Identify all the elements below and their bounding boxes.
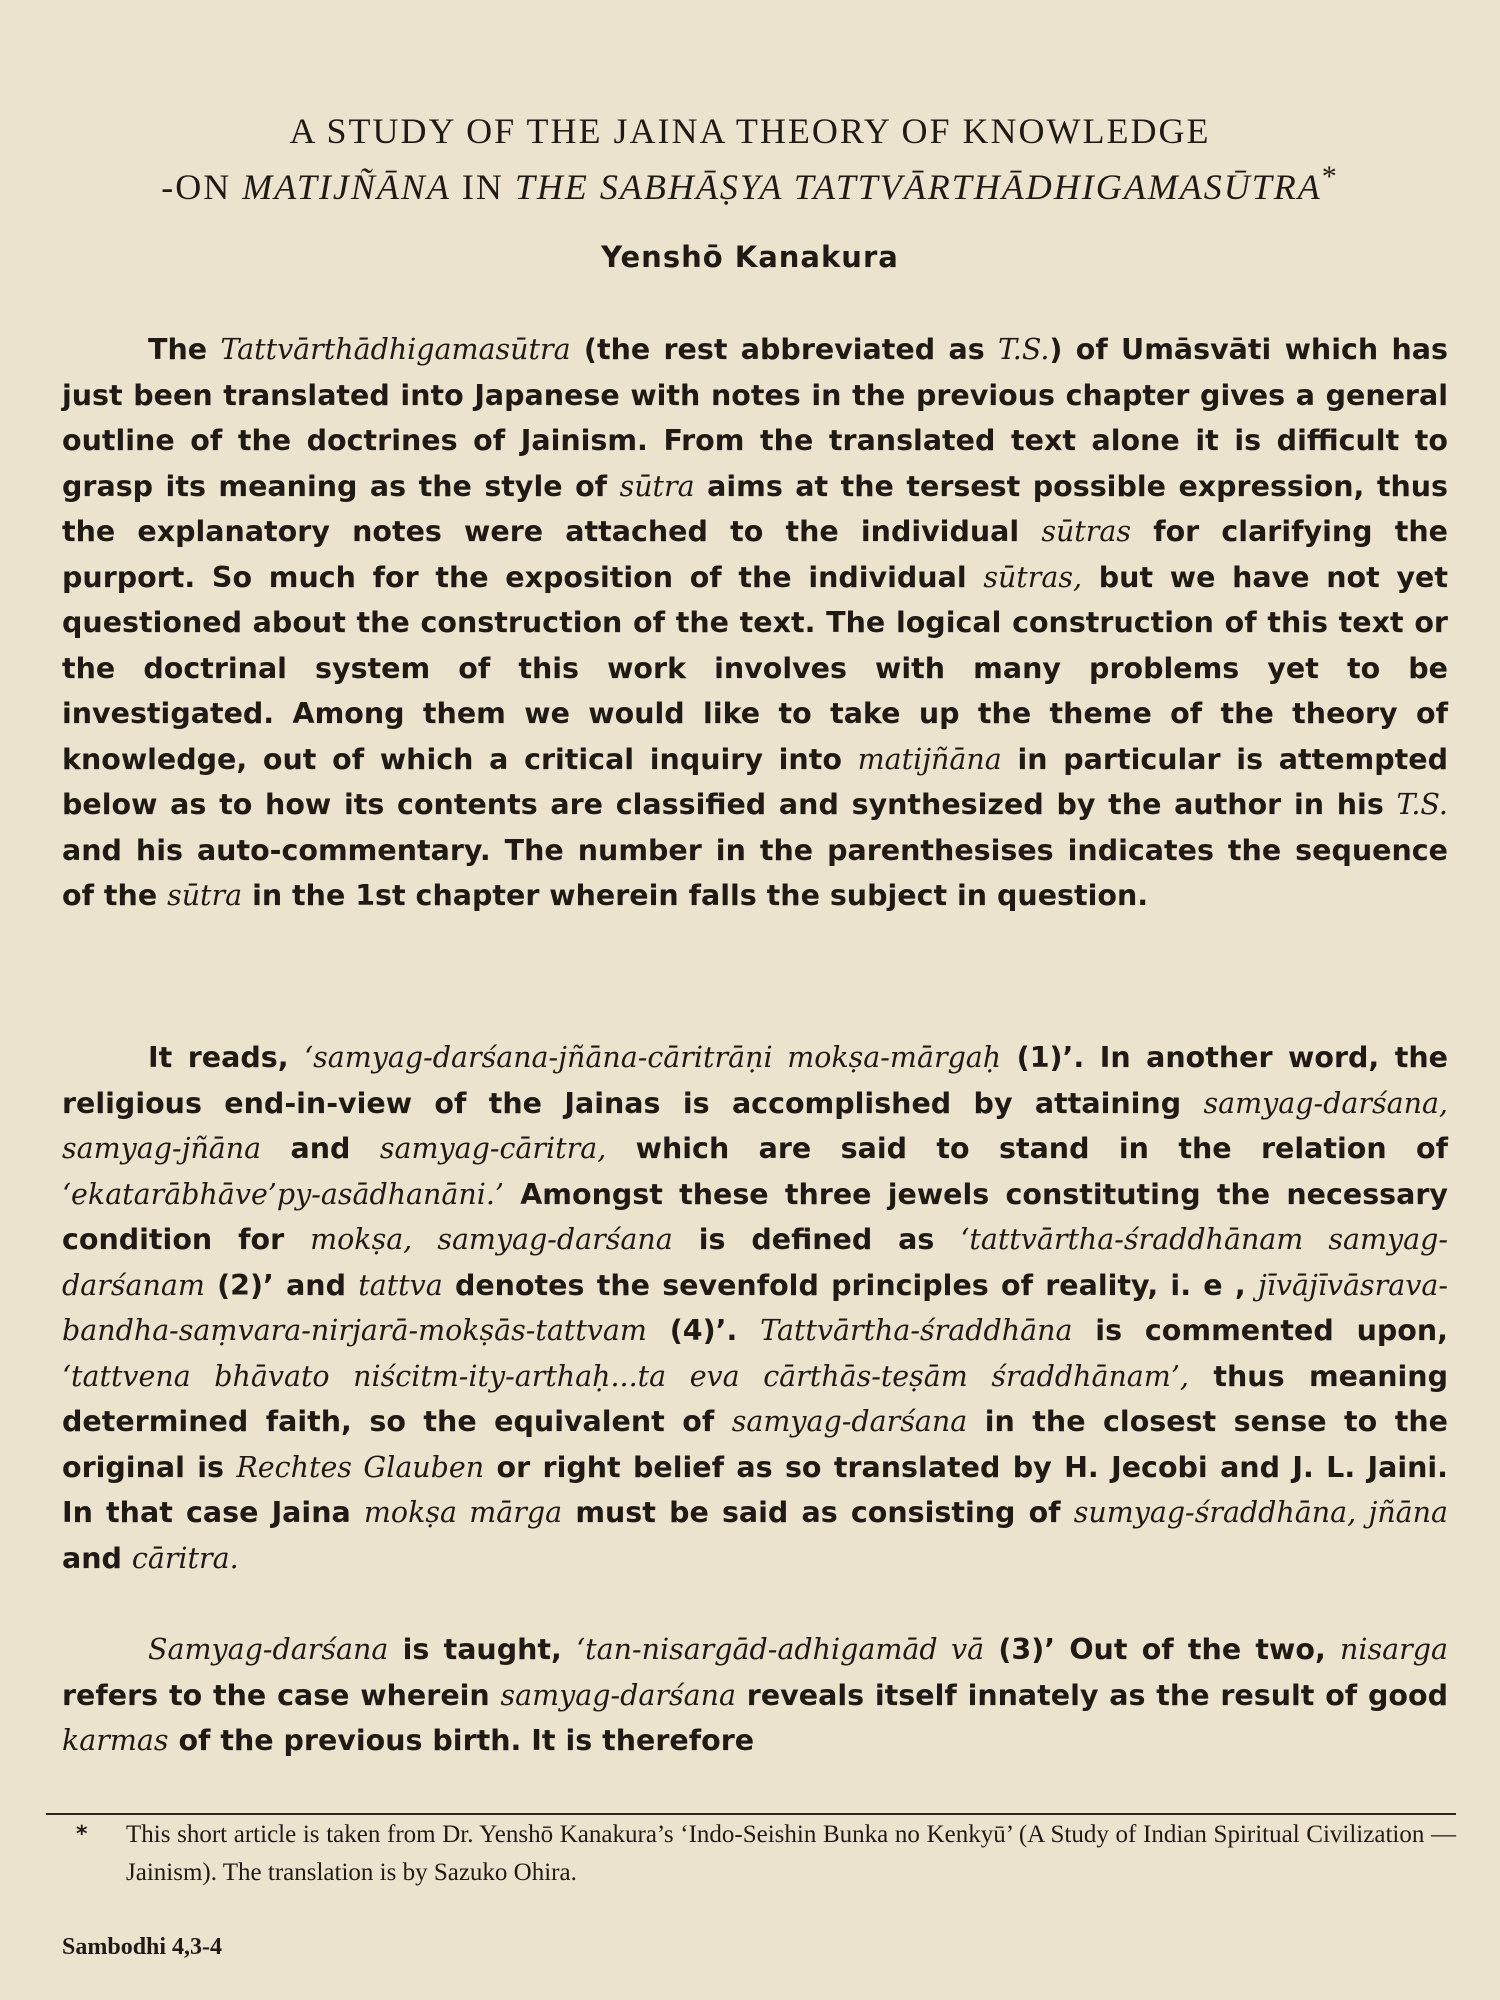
body-paragraph-3: Samyag-darśana is taught, ‘tan-nisargād-adhigamād vā (3)’ Out of the two, nisarga refers to the case wherein samyag-darśana reveals itself innately as the result of good karmas of the previous birth. It is therefore	[62, 1633, 1448, 1757]
author-name: Yenshō Kanakura	[601, 240, 899, 274]
journal-reference: Sambodhi 4,3-4	[62, 1934, 223, 1960]
article-title-line-1: A STUDY OF THE JAINA THEORY OF KNOWLEDGE	[289, 111, 1211, 151]
footnote-text: This short article is taken from Dr. Yenshō Kanakura’s ‘Indo-Seishin Bunka no Kenkyū’ (A Study of Indian Spiritual Civilization — Jainism). The translation is by Sazuko Ohira.	[126, 1821, 1456, 1886]
body-paragraph-2: It reads, ‘samyag-darśana-jñāna-cāritrāṇi mokṣa-mārgaḥ (1)’. In another word, the religious end-in-view of the Jainas is accomplished by attaining samyag-darśana, samyag-jñāna and samyag-cāritra, which are said to stand in the relation of ‘ekatarābhāve’py-asādhanāni.’ Amongst these three jewels constituting the necessary condition for mokṣa, samyag-darśana is defined as ‘tattvārtha-śraddhānam samyag-darśanam (2)’ and tattva denotes the sevenfold principles of reality, i. e , jīvājīvāsrava-bandha-saṃvara-nirjarā-mokṣās-tattvam (4)’. Tattvārtha-śraddhāna is commented upon, ‘tattvena bhāvato niścitm-ity-arthaḥ...ta eva cārthās-teṣām śraddhānam’, thus meaning determined faith, so the equivalent of samyag-darśana in the closest sense to the original is Rechtes Glauben or right belief as so translated by H. Jecobi and J. L. Jaini. In that case Jaina mokṣa mārga must be said as consisting of sumyag-śraddhāna, jñāna and cāritra.	[62, 1041, 1449, 1575]
footnote-reference-mark: *	[1321, 160, 1339, 193]
footnote-divider	[46, 1813, 1456, 1815]
footnote-mark: *	[76, 1822, 88, 1847]
article-title-line-2: -ON MATIJÑĀNA IN THE SABHĀṢYA TATTVĀRTHĀDHIGAMASŪTRA*	[161, 160, 1339, 207]
body-paragraph-1: The Tattvārthādhigamasūtra (the rest abbreviated as T.S.) of Umāsvāti which has just been translated into Japanese with notes in the previous chapter gives a general outline of the doctrines of Jainism. From the translated text alone it is difficult to grasp its meaning as the style of sūtra aims at the tersest possible expression, thus the explanatory notes were attached to the individual sūtras for clarifying the purport. So much for the exposition of the individual sūtras, but we have not yet questioned about the construction of the text. The logical construction of this text or the doctrinal system of this work involves with many problems yet to be investigated. Among them we would like to take up the theme of the theory of knowledge, out of which a critical inquiry into matijñāna in particular is attempted below as to how its contents are classified and synthesized by the author in his T.S. and his auto-commentary. The number in the parenthesises indicates the sequence of the sūtra in the 1st chapter wherein falls the subject in question.	[62, 333, 1449, 912]
